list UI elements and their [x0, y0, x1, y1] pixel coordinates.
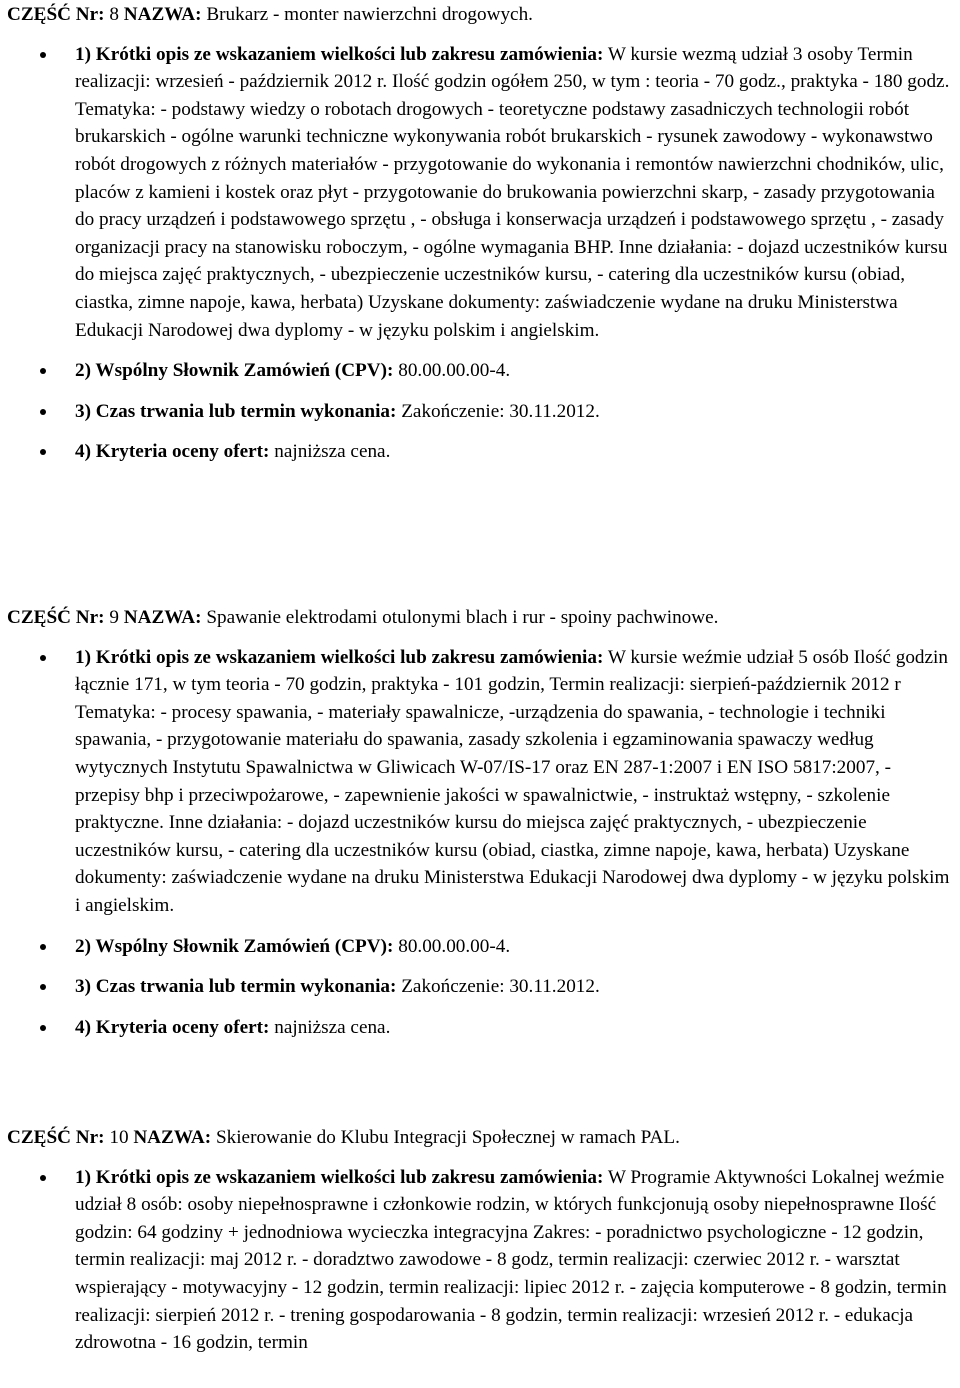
part-8-cpv-item: [0, 357, 960, 385]
part-name: Spawanie elektrodami otulonymi blach i rur - spoiny pachwinowe.: [206, 607, 719, 628]
criteria-value: najniższa cena.: [274, 1016, 391, 1038]
part-9-cpv-item: [0, 933, 960, 961]
part-nr: 10: [109, 1127, 129, 1148]
criteria-label: 4) Kryteria oceny ofert:: [75, 1016, 270, 1038]
part-name: Brukarz - monter nawierzchni drogowych.: [206, 4, 533, 25]
part-9-heading: [0, 604, 960, 632]
description-text: W kursie weźmie udział 5 osób Ilość godzin łącznie 171, w tym teoria - 70 godzin, praktyka - 101 godzin, Termin realizacji: sierpień-październik 2012 r Tematyka: - procesy spawania, - materiały spawalnicze, -urządzenia do spawania, - technologie i techniki spawania, - przygotowanie materiału do spawania, zasady szkolenia i egzaminowania spawaczy według wytycznych Instytutu Spawalnictwa w Gliwicach W-07/IS-17 oraz EN 287-1:2007 i EN ISO 5817:2007, - przepisy bhp i przeciwpożarowe, - zapewnienie jakości w spawalnictwie, - instruktaż wstępny, - szkolenie praktyczne. Inne działania: - dojazd uczestników kursu do miejsca zajęć praktycznych, - ubezpieczenie uczestników kursu, - catering dla uczestników kursu (obiad, ciastka, zimne napoje, kawa, herbata) Uzyskane dokumenty: zaświadczenie wydane na druku Ministerstwa Edukacji Narodowej dwa dyplomy - w języku polskim i angielskim.: [75, 646, 950, 916]
time-value: Zakończenie: 30.11.2012.: [401, 400, 600, 422]
part-8-time-item: [0, 398, 960, 426]
criteria-label: 4) Kryteria oceny ofert:: [75, 441, 270, 463]
part-9-section: [0, 604, 960, 1041]
part-nr-label: CZĘŚĆ Nr:: [7, 607, 105, 628]
part-nr-label: CZĘŚĆ Nr:: [7, 1127, 105, 1148]
part-8-items: [0, 41, 960, 466]
description-label: 1) Krótki opis ze wskazaniem wielkości lub zakresu zamówienia:: [75, 646, 604, 668]
part-8-description-item: [0, 41, 960, 345]
description-text: W Programie Aktywności Lokalnej weźmie udział 8 osób: osoby niepełnosprawne i członkowie rodzin, w których funkcjonują osoby niepełnosprawne Ilość godzin: 64 godziny + jednodniowa wycieczka integracyjna Zakres: - poradnictwo psychologiczne - 12 godzin, termin realizacji: maj 2012 r. - doradztwo zawodowe - 8 godz, termin realizacji: czerwiec 2012 r. - warsztat wspierający - motywacyjny - 12 godzin, termin realizacji: lipiec 2012 r. - zajęcia komputerowe - 8 godzin, termin realizacji: sierpień 2012 r. - trening gospodarowania - 8 godzin, termin realizacji: wrzesień 2012 r. - edukacja zdrowotna - 16 godzin, termin: [75, 1166, 947, 1354]
description-label: 1) Krótki opis ze wskazaniem wielkości lub zakresu zamówienia:: [75, 1166, 604, 1188]
part-8-criteria-item: [0, 438, 960, 466]
time-label: 3) Czas trwania lub termin wykonania:: [75, 976, 397, 998]
cpv-value: 80.00.00.00-4.: [398, 935, 511, 957]
part-nr: 9: [109, 607, 119, 628]
criteria-value: najniższa cena.: [274, 441, 391, 463]
part-8-section: [0, 1, 960, 466]
cpv-value: 80.00.00.00-4.: [398, 360, 511, 382]
part-name-label: NAZWA:: [123, 607, 202, 628]
time-label: 3) Czas trwania lub termin wykonania:: [75, 400, 397, 422]
part-9-description-item: [0, 644, 960, 920]
cpv-label: 2) Wspólny Słownik Zamówień (CPV):: [75, 935, 394, 957]
part-9-criteria-item: [0, 1014, 960, 1042]
part-name: Skierowanie do Klubu Integracji Społecznej w ramach PAL.: [215, 1127, 680, 1148]
part-9-time-item: [0, 973, 960, 1001]
part-nr-label: CZĘŚĆ Nr:: [7, 4, 105, 25]
description-label: 1) Krótki opis ze wskazaniem wielkości lub zakresu zamówienia:: [75, 43, 604, 65]
part-8-heading: [0, 1, 960, 29]
part-nr: 8: [109, 4, 119, 25]
cpv-label: 2) Wspólny Słownik Zamówień (CPV):: [75, 360, 394, 382]
part-10-description-item: [0, 1164, 960, 1357]
time-value: Zakończenie: 30.11.2012.: [401, 976, 600, 998]
part-10-items: [0, 1164, 960, 1357]
part-name-label: NAZWA:: [133, 1127, 212, 1148]
part-10-heading: [0, 1124, 960, 1152]
part-9-items: [0, 644, 960, 1042]
part-name-label: NAZWA:: [123, 4, 202, 25]
description-text: W kursie wezmą udział 3 osoby Termin realizacji: wrzesień - październik 2012 r. Ilość godzin ogółem 250, w tym : teoria - 70 godz., praktyka - 180 godz. Tematyka: - podstawy wiedzy o robotach drogowych - teoretyczne podstawy zasadniczych technologii robót brukarskich - ogólne warunki techniczne wykonywania robót brukarskich - rysunek zawodowy - wykonawstwo robót drogowych z różnych materiałów - przygotowanie do wykonania i remontów nawierzchni chodników, ulic, placów z kamieni i kostek oraz płyt - przygotowanie do brukowania powierzchni skarp, - zasady przygotowania do pracy urządzeń i podstawowego sprzętu , - obsługa i konserwacja urządzeń i podstawowego sprzętu , - zasady organizacji pracy na stanowisku roboczym, - ogólne wymagania BHP. Inne działania: - dojazd uczestników kursu do miejsca zajęć praktycznych, - ubezpieczenie uczestników kursu, - catering dla uczestników kursu (obiad, ciastka, zimne napoje, kawa, herbata) Uzyskane dokumenty: zaświadczenie wydane na druku Ministerstwa Edukacji Narodowej dwa dyplomy - w języku polskim i angielskim.: [75, 43, 950, 341]
part-10-section: [0, 1124, 960, 1357]
